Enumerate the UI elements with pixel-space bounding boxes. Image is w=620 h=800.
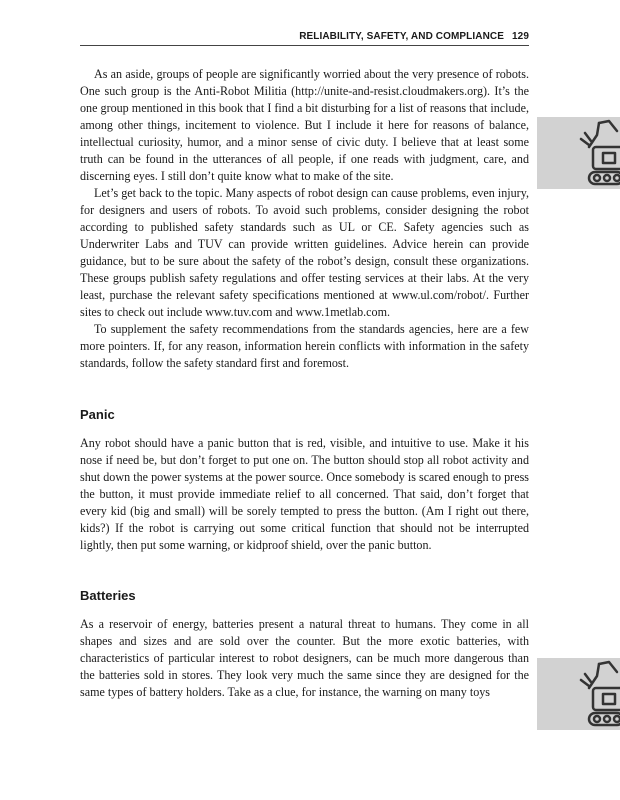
batteries-paragraph: As a reservoir of energy, batteries present a natural threat to humans. They come in all shapes and sizes and are sold over the counter. But the more exotic batteries, with characteristics of particular interest to robot designers, can be much more dangerous than the batteries sold in stores. They look very much the same since they are designed for the same types of battery holders. Take as a clue, for instance, the warning on many toys [80, 617, 529, 699]
intro-paragraph: As an aside, groups of people are significantly worried about the very presence of robots. One such group is the Anti-Robot Militia (http://unite-and-resist.cloudmakers.org). It’s the one group mentioned in this book that I find a bit disturbing for a list of reasons that include, among other things, incitement to violence. But I include it here for reasons of balance, intellectual curiosity, humor, and a minor sense of civic duty. I believe that at least some truth can be found in the utterances of all people, if one reads with judgment, care, and discerning eyes. I still don’t quite know what to make of the site. [80, 67, 529, 183]
section-heading-batteries: Batteries [80, 588, 136, 603]
intro-paragraph: Let’s get back to the topic. Many aspects of robot design can cause problems, even injury, for designers and users of robots. To avoid such problems, consider designing the robot according to published safety standards such as UL or CE. Safety agencies such as Underwriter Labs and TUV can provide written guidelines. Advice herein can provide guidance, but to be sure about the safety of the robot’s design, consult these organizations. These groups publish safety regulations and offer testing services at their labs. At the very least, purchase the relevant safety specifications mentioned at www.ul.com/robot/. Further sites to check out include www.tuv.com and www.1metlab.com. [80, 186, 529, 319]
header-title: RELIABILITY, SAFETY, AND COMPLIANCE [299, 31, 504, 42]
header-rule [80, 45, 529, 46]
robot-thumb-tab-icon [537, 658, 620, 730]
page-body [80, 66, 529, 701]
section-heading-panic: Panic [80, 407, 115, 422]
panic-paragraph: Any robot should have a panic button that is red, visible, and intuitive to use. Make it his nose if need be, but don’t forget to put one on. The button should stop all robot activity and shut down the power systems at the power source. Once somebody is scared enough to press the button, it must provide immediate relief to all concerned. That said, don’t forget that every kid (big and small) will be sorely tempted to press the button. (Am I right out there, kids?) If the robot is carrying out some critical function that should not be interrupted lightly, then put some warning, or kidproof shield, over the panic button. [80, 436, 529, 552]
running-header [80, 31, 529, 42]
intro-paragraph: To supplement the safety recommendations from the standards agencies, here are a few more pointers. If, for any reason, information herein conflicts with information in the safety standards, follow the safety standard first and foremost. [80, 322, 529, 370]
page-number: 129 [512, 31, 529, 42]
robot-thumb-tab-icon [537, 117, 620, 189]
